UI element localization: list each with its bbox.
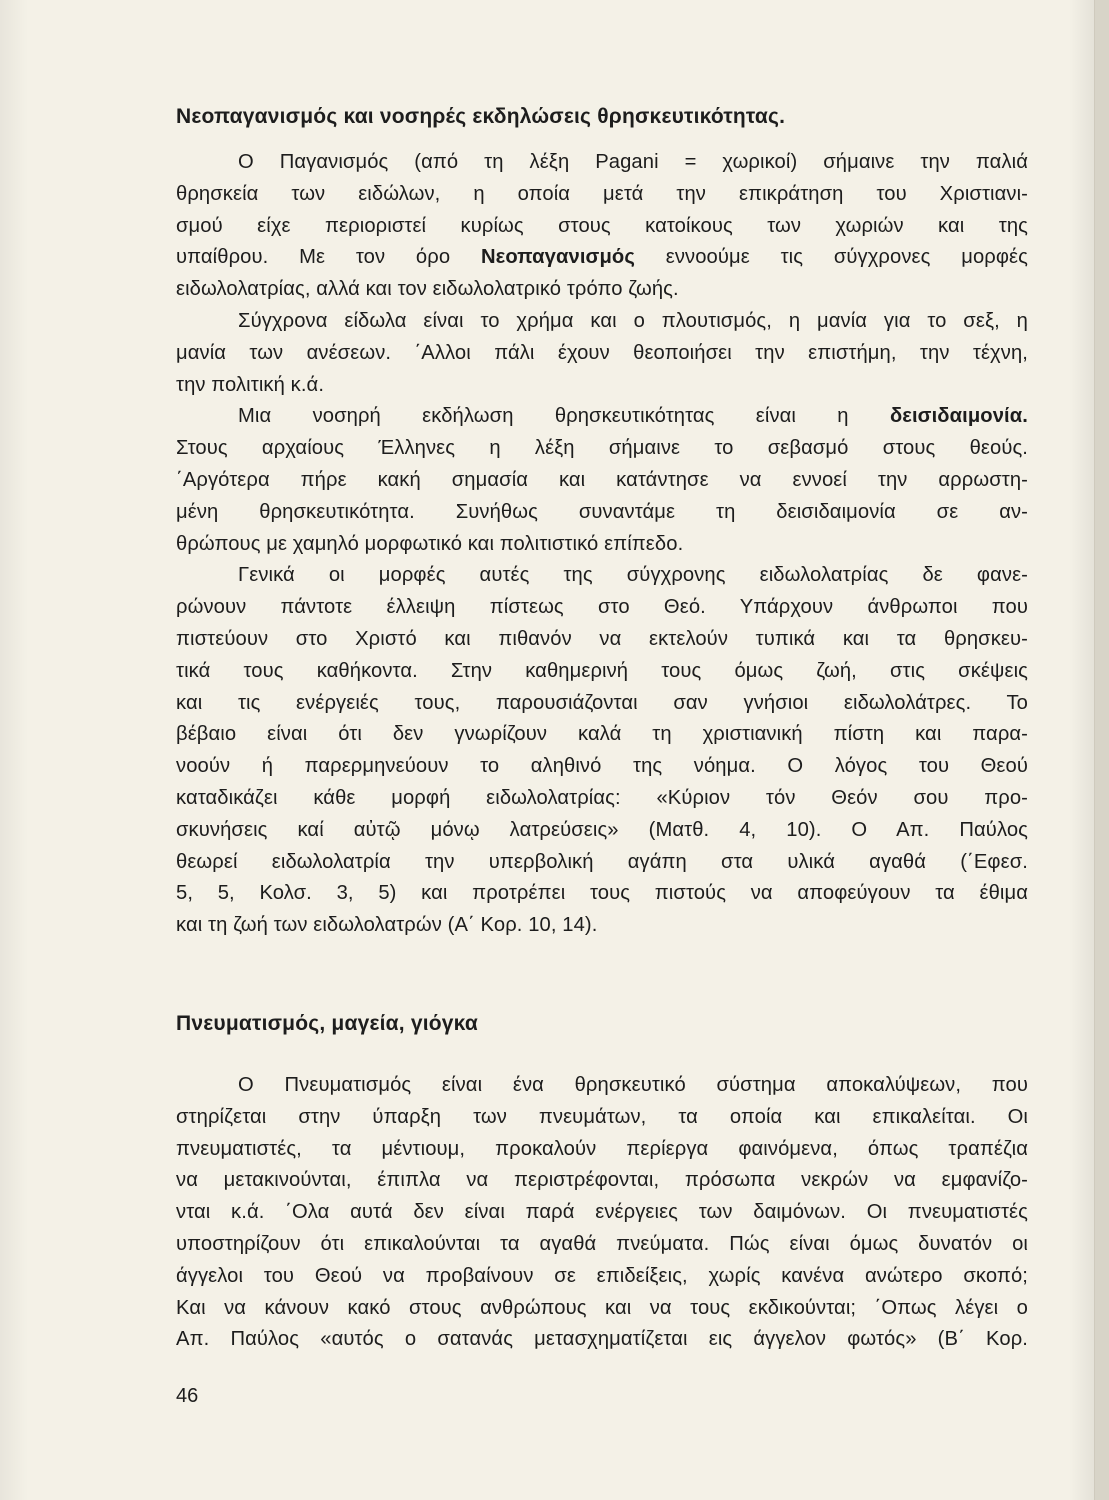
text-line: θρώπους με χαμηλό μορφωτικό και πολιτιστικό επίπεδο. <box>176 532 684 555</box>
text-line: Και να κάνουν κακό στους ανθρώπους και να τους εκδικούνται; ΄Οπως λέγει ο <box>176 1296 1028 1319</box>
text-line: ΄Αργότερα πήρε κακή σημασία και κατάντησε να εννοεί την αρρωστη- <box>176 468 1028 491</box>
text-line: και τις ενέργειές τους, παρουσιάζονται σαν γνήσιοι ειδωλολάτρες. Το <box>176 691 1028 714</box>
text-line: και τη ζωή των ειδωλολατρών (Α΄ Κορ. 10, 14). <box>176 914 598 937</box>
section-heading-neopaganism: Νεοπαγανισμός και νοσηρές εκδηλώσεις θρησκευτικότητας. <box>176 105 786 128</box>
text-line: στηρίζεται στην ύπαρξη των πνευμάτων, τα οποία και επικαλείται. Οι <box>176 1105 1028 1128</box>
page-number: 46 <box>176 1385 199 1407</box>
text-line: Απ. Παύλος «αυτός ο σατανάς μετασχηματίζεται εις άγγελον φωτός» (Β΄ Κορ. <box>176 1328 1028 1351</box>
text-line: θρησκεία των ειδώλων, η οποία μετά την επικράτηση του Χριστιανι- <box>176 182 1028 205</box>
text-line: ρώνουν πάντοτε έλλειψη πίστεως στο Θεό. Υπάρχουν άνθρωποι που <box>176 596 1028 619</box>
text-line: Σύγχρονα είδωλα είναι το χρήμα και ο πλουτισμός, η μανία για το σεξ, η <box>238 309 1028 332</box>
bold-term-neopaganism: Νεοπαγανισμός <box>480 246 635 269</box>
text-line: θεωρεί ειδωλολατρία την υπερβολική αγάπη στα υλικά αγαθά (΄Εφεσ. <box>176 850 1028 873</box>
text-line: Ο Πνευματισμός είναι ένα θρησκευτικό σύστημα αποκαλύψεων, που <box>238 1074 1028 1096</box>
section-body-neopaganism <box>176 147 1028 942</box>
text-line: άγγελοι του Θεού να προβαίνουν σε επιδείξεις, χωρίς κανένα ανώτερο σκοπό; <box>176 1264 1028 1287</box>
text-line: βέβαιο είναι ότι δεν γνωρίζουν καλά τη χριστιανική πίστη και παρα- <box>176 723 1028 746</box>
text-line: νοούν ή παρερμηνεύουν το αληθινό της νόημα. Ο λόγος του Θεού <box>176 755 1028 778</box>
text-line: μανία των ανέσεων. ΄Αλλοι πάλι έχουν θεοποιήσει την επιστήμη, την τέχνη, <box>176 341 1028 364</box>
section-heading-spiritism: Πνευματισμός, μαγεία, γιόγκα <box>176 1012 478 1035</box>
text-line: σμού είχε περιοριστεί κυρίως στους κατοίκους των χωριών και της <box>176 214 1028 237</box>
text-line: πιστεύουν στο Χριστό και πιθανόν να εκτελούν τυπικά και τα θρησκευ- <box>176 627 1028 650</box>
bold-term-superstition: δεισιδαιμονία. <box>889 405 1028 428</box>
text-line: Γενικά οι μορφές αυτές της σύγχρονης ειδωλολατρίας δε φανε- <box>238 564 1028 587</box>
text-line: την πολιτική κ.ά. <box>176 373 325 396</box>
text-line: υποστηρίζουν ότι επικαλούνται τα αγαθά πνεύματα. Πώς είναι όμως δυνατόν οι <box>176 1232 1028 1255</box>
text-line <box>176 401 1028 433</box>
section-body-spiritism <box>176 1070 1028 1356</box>
text-line: Στους αρχαίους Έλληνες η λέξη σήμαινε το σεβασμό στους θεούς. <box>176 437 1028 460</box>
text-line: 5, 5, Κολσ. 3, 5) και προτρέπει τους πιστούς να αποφεύγουν τα έθιμα <box>176 882 1028 905</box>
text-segment: υπαίθρου. Με τον όρο <box>176 246 451 269</box>
text-line: να μετακινούνται, έπιπλα να περιστρέφονται, πρόσωπα νεκρών να εμφανίζο- <box>176 1169 1028 1192</box>
text-line <box>176 242 1028 274</box>
text-line: καταδικάζει κάθε μορφή ειδωλολατρίας: «Κύριον τόν Θεόν σου προ- <box>176 786 1028 809</box>
text-segment: Μια νοσηρή εκδήλωση θρησκευτικότητας είναι η <box>238 405 849 428</box>
text-segment: εννοούμε τις σύγχρονες μορφές <box>665 246 1028 269</box>
text-line: μένη θρησκευτικότητα. Συνήθως συναντάμε τη δεισιδαιμονία σε αν- <box>176 500 1028 523</box>
text-line: Ο Παγανισμός (από τη λέξη Pagani = χωρικοί) σήμαινε την παλιά <box>238 151 1028 173</box>
text-line: τικά τους καθήκοντα. Στην καθημερινή τους όμως ζωή, στις σκέψεις <box>176 659 1028 682</box>
text-line: νται κ.ά. ΄Ολα αυτά δεν είναι παρά ενέργειες των δαιμόνων. Οι πνευματιστές <box>176 1201 1028 1224</box>
text-line: πνευματιστές, τα μέντιουμ, προκαλούν περίεργα φαινόμενα, όπως τραπέζια <box>176 1137 1028 1160</box>
text-line: σκυνήσεις καί αὐτῷ μόνῳ λατρεύσεις» (Ματθ. 4, 10). Ο Απ. Παύλος <box>176 818 1028 841</box>
text-line: ειδωλολατρίας, αλλά και τον ειδωλολατρικό τρόπο ζωής. <box>176 278 679 301</box>
